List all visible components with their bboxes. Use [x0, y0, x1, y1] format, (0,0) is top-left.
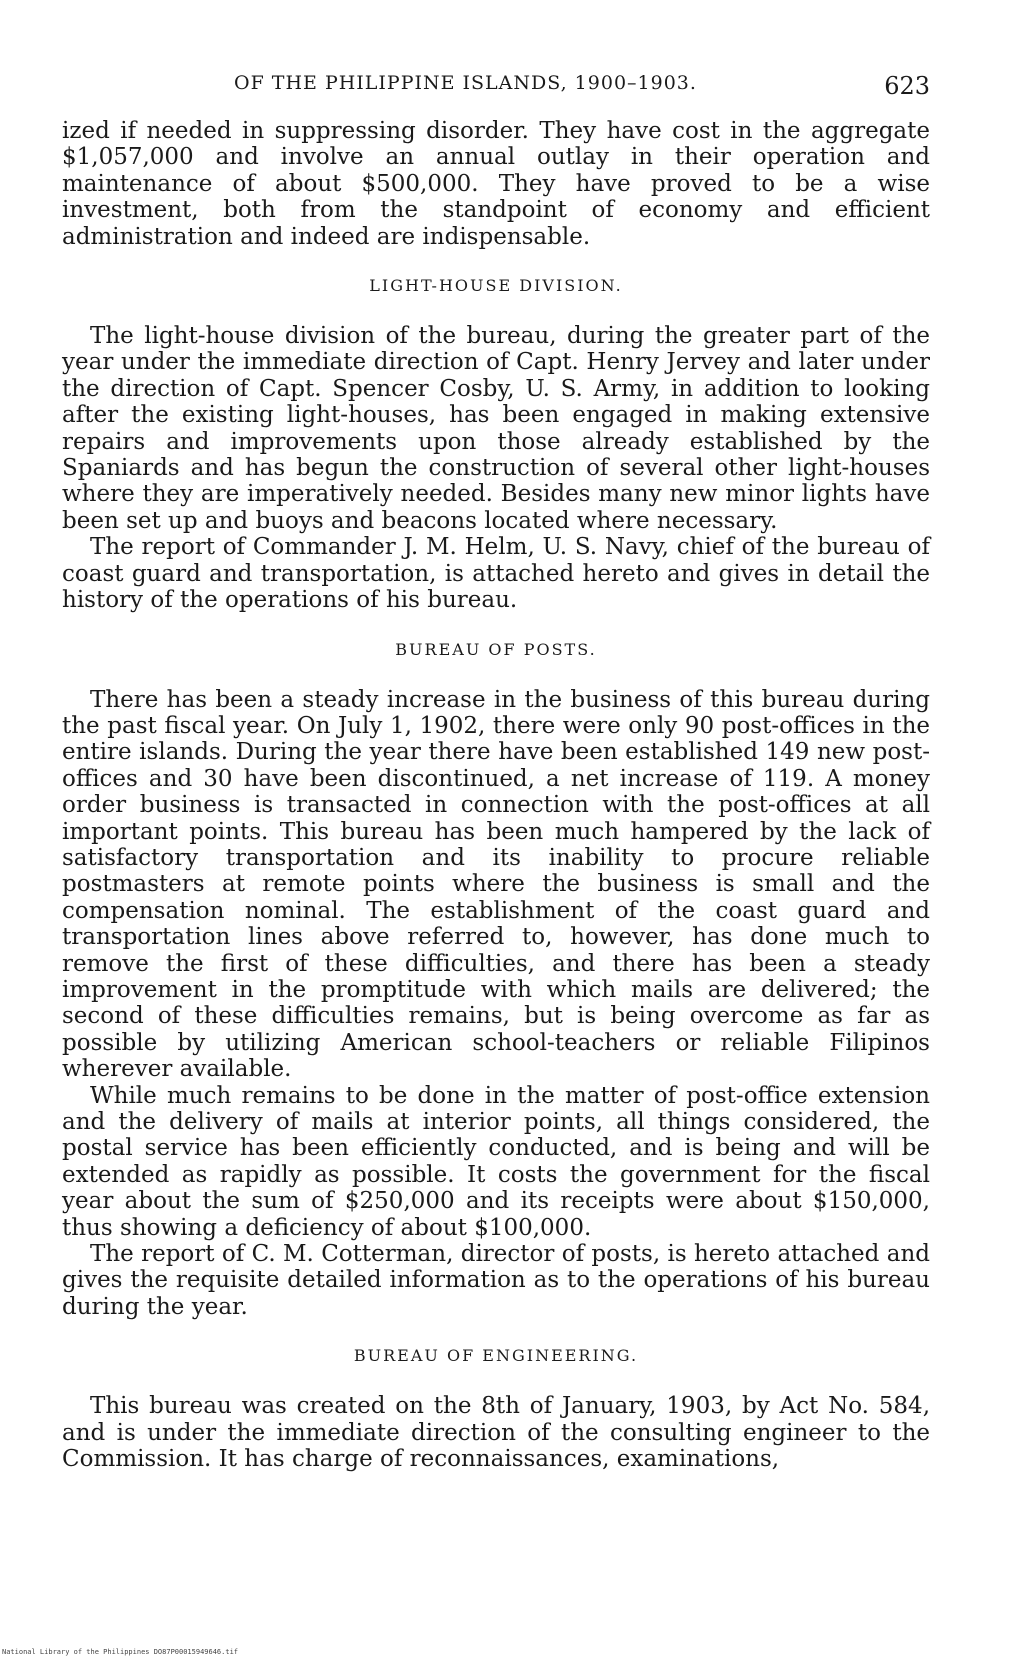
paragraph-light-house: The light-house division of the bureau, during the greater part of the year under the immediate direction of Capt. Henry Jervey and later under the direction of Capt. Spencer Cosby, U. S. Army, in addition to looking after the existing light-houses, has been engaged in making extensive repairs and improvements upon those already established by the Spaniards and has begun the construction of several other light-houses where they are imperatively needed. Besides many new minor lights have been set up and buoys and beacons located where necessary. [62, 323, 930, 534]
heading-light-house-division: LIGHT-HOUSE DIVISION. [369, 276, 623, 296]
paragraph-helm-report: The report of Commander J. M. Helm, U. S. Navy, chief of the bureau of coast guard and transportation, is attached hereto and gives in detail the history of the operations of his bureau. [62, 534, 930, 614]
paragraph-posts-extension: While much remains to be done in the matter of post-office extension and the delivery of mails at interior points, all things considered, the postal service has been efficiently conducted, and is being and will be extended as rapidly as possible. It costs the government for the fiscal year about the sum of $250,000 and its receipts were about $150,000, thus showing a deficiency of about $100,000. [62, 1082, 930, 1241]
paragraph-posts-increase: There has been a steady increase in the business of this bureau during the past fiscal year. On July 1, 1902, there were only 90 post-offices in the entire islands. During the year there have been established 149 new post-offices and 30 have been discontinued, a net increase of 119. A money order business is transacted in connection with the post-offices at all important points. This bureau has been much hampered by the lack of satisfactory transportation and its inability to procure reliable postmasters at remote points where the business is small and the compensation nominal. The establishment of the coast guard and transportation lines above referred to, however, has done much to remove the first of these difficulties, and there has been a steady improvement in the promptitude with which mails are delivered; the second of these difficulties remains, but is being overcome as far as possible by utilizing American school-teachers or reliable Filipinos wherever available. [62, 686, 930, 1083]
heading-bureau-of-engineering: BUREAU OF ENGINEERING. [353, 1346, 639, 1366]
heading-bureau-of-posts: BUREAU OF POSTS. [395, 639, 597, 659]
paragraph-continued: ized if needed in suppressing disorder. They have cost in the aggregate $1,057,000 and involve an annual outlay in their operation and maintenance of about $500,000. They have proved to be a wise investment, both from the standpoint of economy and efficient administration and indeed are indispensable. [62, 118, 930, 250]
running-title: OF THE PHILIPPINE ISLANDS, 1900–1903. [234, 72, 697, 94]
page-header [62, 62, 930, 102]
paragraph-engineering: This bureau was created on the 8th of January, 1903, by Act No. 584, and is under the immediate direction of the consulting engineer to the Commission. It has charge of reconnaissances, examinations, [62, 1393, 930, 1473]
paragraph-cotterman-report: The report of C. M. Cotterman, director of posts, is hereto attached and gives the requisite detailed information as to the operations of his bureau during the year. [62, 1241, 930, 1320]
scan-credit: National Library of the Philippines DO87P00015949646.tif [2, 1648, 239, 1656]
page-number: 623 [884, 72, 930, 100]
page-body [62, 118, 930, 1472]
